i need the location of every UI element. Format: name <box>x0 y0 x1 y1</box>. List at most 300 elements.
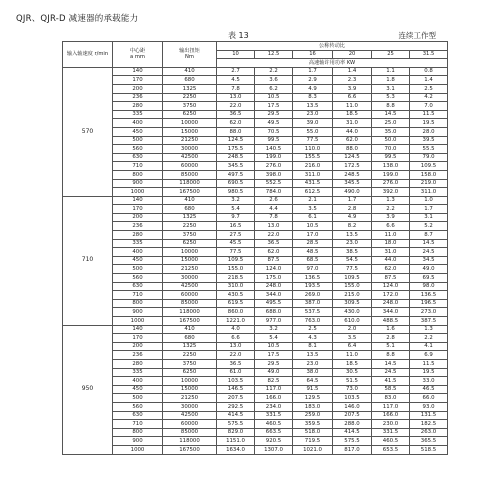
power-cell: 3.1 <box>372 84 410 93</box>
table-row <box>63 145 448 154</box>
torque-cell: 10000 <box>163 248 217 257</box>
torque-cell: 42500 <box>163 282 217 291</box>
power-cell: 4.9 <box>293 84 333 93</box>
power-cell: 2.0 <box>333 325 372 334</box>
power-cell: 2.8 <box>372 334 410 343</box>
power-cell: 537.5 <box>293 308 333 317</box>
power-cell: 311.0 <box>293 170 333 179</box>
power-cell: 6.1 <box>293 213 333 222</box>
table-row <box>63 334 448 343</box>
input-speed-cell: 570 <box>63 67 113 196</box>
table-row <box>63 411 448 420</box>
center-distance-cell: 500 <box>113 265 163 274</box>
power-cell: 2.7 <box>217 67 255 76</box>
center-distance-cell: 710 <box>113 420 163 429</box>
torque-cell: 60000 <box>163 162 217 171</box>
power-cell: 35.0 <box>372 127 410 136</box>
power-cell: 365.5 <box>410 437 448 446</box>
power-cell: 345.5 <box>333 179 372 188</box>
power-cell: 13.0 <box>217 342 255 351</box>
torque-cell: 10000 <box>163 119 217 128</box>
table-row <box>63 445 448 454</box>
power-cell: 219.0 <box>410 179 448 188</box>
power-cell: 36.5 <box>217 359 255 368</box>
power-cell: 50.0 <box>372 136 410 145</box>
power-cell: 88.0 <box>333 145 372 154</box>
power-cell: 5.4 <box>255 334 293 343</box>
power-cell: 117.0 <box>255 385 293 394</box>
torque-cell: 85000 <box>163 170 217 179</box>
torque-cell: 15000 <box>163 127 217 136</box>
power-cell: 77.5 <box>217 248 255 257</box>
power-cell: 77.5 <box>333 265 372 274</box>
power-cell: 495.5 <box>255 299 293 308</box>
power-cell: 58.5 <box>372 385 410 394</box>
torque-cell: 680 <box>163 76 217 85</box>
power-cell: 97.0 <box>293 265 333 274</box>
table-row <box>63 256 448 265</box>
power-cell: 83.0 <box>372 394 410 403</box>
power-cell: 146.5 <box>217 385 255 394</box>
power-cell: 619.5 <box>217 299 255 308</box>
power-cell: 24.5 <box>410 248 448 257</box>
power-cell: 4.5 <box>217 76 255 85</box>
power-cell: 69.5 <box>410 274 448 283</box>
center-distance-cell: 140 <box>113 67 163 76</box>
power-cell: 109.5 <box>217 256 255 265</box>
table-row <box>63 377 448 386</box>
power-cell: 488.5 <box>372 317 410 326</box>
power-cell: 3.2 <box>255 325 293 334</box>
power-cell: 19.5 <box>410 119 448 128</box>
table-row <box>63 325 448 334</box>
power-cell: 8.7 <box>410 231 448 240</box>
power-cell: 5.3 <box>372 93 410 102</box>
table-row <box>63 127 448 136</box>
power-cell: 73.0 <box>333 385 372 394</box>
power-cell: 218.5 <box>217 274 255 283</box>
power-cell: 175.5 <box>217 145 255 154</box>
center-distance-cell: 630 <box>113 282 163 291</box>
power-cell: 129.5 <box>293 394 333 403</box>
power-cell: 166.0 <box>255 394 293 403</box>
power-cell: 230.0 <box>372 420 410 429</box>
center-distance-cell: 280 <box>113 102 163 111</box>
torque-cell: 21250 <box>163 394 217 403</box>
power-cell: 1.7 <box>333 196 372 205</box>
power-cell: 22.0 <box>217 351 255 360</box>
ratio-20: 20 <box>333 50 372 59</box>
power-cell: 34.5 <box>410 256 448 265</box>
table-row <box>63 351 448 360</box>
center-distance-cell: 400 <box>113 377 163 386</box>
power-cell: 70.0 <box>372 145 410 154</box>
power-cell: 24.5 <box>372 368 410 377</box>
power-cell: 414.5 <box>333 428 372 437</box>
table-row <box>63 359 448 368</box>
power-cell: 98.0 <box>410 282 448 291</box>
power-cell: 29.5 <box>255 359 293 368</box>
input-speed-header: 输入轴速度 r/min <box>63 42 113 68</box>
torque-cell: 167500 <box>163 445 217 454</box>
power-cell: 497.5 <box>217 170 255 179</box>
power-cell: 1021.0 <box>293 445 333 454</box>
power-cell: 91.5 <box>293 385 333 394</box>
power-cell: 172.0 <box>372 291 410 300</box>
power-cell: 5.2 <box>410 222 448 231</box>
power-cell: 2.6 <box>255 196 293 205</box>
power-cell: 276.0 <box>255 162 293 171</box>
power-header: 高速轴许用功率 KW <box>217 59 448 68</box>
power-cell: 5.1 <box>372 342 410 351</box>
power-cell: 4.2 <box>410 93 448 102</box>
power-cell: 263.0 <box>410 428 448 437</box>
torque-cell: 60000 <box>163 291 217 300</box>
table-row <box>63 102 448 111</box>
power-cell: 88.0 <box>217 127 255 136</box>
power-cell: 3.6 <box>255 76 293 85</box>
power-cell: 14.5 <box>410 239 448 248</box>
power-cell: 155.0 <box>333 282 372 291</box>
torque-cell: 1325 <box>163 84 217 93</box>
power-cell: 431.5 <box>293 179 333 188</box>
power-cell: 8.8 <box>372 351 410 360</box>
power-cell: 131.5 <box>410 411 448 420</box>
power-cell: 344.0 <box>255 291 293 300</box>
table-row <box>63 248 448 257</box>
power-cell: 215.0 <box>333 291 372 300</box>
power-cell: 99.5 <box>255 136 293 145</box>
power-cell: 690.5 <box>217 179 255 188</box>
center-distance-cell: 450 <box>113 256 163 265</box>
power-cell: 18.0 <box>372 239 410 248</box>
power-cell: 248.5 <box>333 170 372 179</box>
torque-cell: 410 <box>163 196 217 205</box>
torque-cell: 30000 <box>163 145 217 154</box>
center-distance-cell: 800 <box>113 170 163 179</box>
power-cell: 109.5 <box>333 274 372 283</box>
center-distance-cell: 800 <box>113 428 163 437</box>
power-cell: 17.5 <box>255 102 293 111</box>
power-cell: 1634.0 <box>217 445 255 454</box>
table-row <box>63 213 448 222</box>
power-cell: 575.5 <box>217 420 255 429</box>
table-row <box>63 428 448 437</box>
power-cell: 331.5 <box>255 411 293 420</box>
center-distance-cell: 1000 <box>113 317 163 326</box>
power-cell: 460.5 <box>372 437 410 446</box>
table-row <box>63 205 448 214</box>
power-cell: 980.5 <box>217 188 255 197</box>
power-cell: 4.1 <box>410 342 448 351</box>
table-row <box>63 299 448 308</box>
power-cell: 51.5 <box>333 377 372 386</box>
power-cell: 1.1 <box>372 67 410 76</box>
power-cell: 3.5 <box>293 205 333 214</box>
center-distance-cell: 400 <box>113 119 163 128</box>
power-cell: 612.5 <box>293 188 333 197</box>
table-row <box>63 110 448 119</box>
power-cell: 199.0 <box>372 170 410 179</box>
power-cell: 11.0 <box>333 351 372 360</box>
power-cell: 273.0 <box>410 308 448 317</box>
table-row <box>63 282 448 291</box>
power-cell: 199.0 <box>255 153 293 162</box>
power-cell: 39.0 <box>293 119 333 128</box>
power-cell: 14.5 <box>372 359 410 368</box>
table-row <box>63 222 448 231</box>
center-distance-cell: 630 <box>113 153 163 162</box>
center-distance-cell: 335 <box>113 239 163 248</box>
power-cell: 359.5 <box>293 420 333 429</box>
power-cell: 99.5 <box>372 153 410 162</box>
table-row <box>63 394 448 403</box>
center-distance-cell: 140 <box>113 325 163 334</box>
power-cell: 430.5 <box>217 291 255 300</box>
power-cell: 2.8 <box>333 205 372 214</box>
power-cell: 146.0 <box>333 402 372 411</box>
torque-cell: 85000 <box>163 299 217 308</box>
table-row <box>63 239 448 248</box>
power-cell: 49.0 <box>255 368 293 377</box>
power-cell: 2.3 <box>333 76 372 85</box>
torque-cell: 410 <box>163 325 217 334</box>
power-cell: 18.5 <box>333 110 372 119</box>
table-row <box>63 420 448 429</box>
torque-cell: 21250 <box>163 265 217 274</box>
power-cell: 1.4 <box>410 76 448 85</box>
power-cell: 11.0 <box>333 102 372 111</box>
power-cell: 124.5 <box>333 153 372 162</box>
power-cell: 44.0 <box>372 256 410 265</box>
table-row <box>63 136 448 145</box>
table-row <box>63 342 448 351</box>
power-cell: 207.5 <box>217 394 255 403</box>
torque-cell: 30000 <box>163 274 217 283</box>
torque-cell: 30000 <box>163 402 217 411</box>
center-distance-cell: 450 <box>113 127 163 136</box>
power-cell: 31.0 <box>333 119 372 128</box>
torque-cell: 680 <box>163 205 217 214</box>
power-cell: 1.0 <box>410 196 448 205</box>
power-cell: 6.6 <box>333 93 372 102</box>
torque-cell: 10000 <box>163 377 217 386</box>
power-cell: 103.5 <box>333 394 372 403</box>
table-row <box>63 274 448 283</box>
power-cell: 763.0 <box>293 317 333 326</box>
table-row <box>63 153 448 162</box>
power-cell: 1.4 <box>333 67 372 76</box>
power-cell: 207.5 <box>333 411 372 420</box>
power-cell: 11.5 <box>410 110 448 119</box>
power-cell: 103.5 <box>217 377 255 386</box>
center-distance-cell: 280 <box>113 231 163 240</box>
power-cell: 193.5 <box>293 282 333 291</box>
power-cell: 13.0 <box>255 222 293 231</box>
power-cell: 38.0 <box>293 368 333 377</box>
power-cell: 4.3 <box>293 334 333 343</box>
power-cell: 3.9 <box>372 213 410 222</box>
ratio-31-5: 31.5 <box>410 50 448 59</box>
power-cell: 172.5 <box>333 162 372 171</box>
center-distance-cell: 800 <box>113 299 163 308</box>
center-distance-cell: 140 <box>113 196 163 205</box>
table-note: 连续工作型 <box>398 31 436 40</box>
torque-cell: 42500 <box>163 411 217 420</box>
power-cell: 36.5 <box>255 239 293 248</box>
power-cell: 13.5 <box>293 351 333 360</box>
power-cell: 10.5 <box>255 93 293 102</box>
power-cell: 8.8 <box>372 102 410 111</box>
power-cell: 0.8 <box>410 67 448 76</box>
power-cell: 10.5 <box>293 222 333 231</box>
power-cell: 784.0 <box>255 188 293 197</box>
page-title: QJR、QJR-D 减速器的承载能力 <box>16 14 139 24</box>
power-cell: 7.8 <box>255 213 293 222</box>
center-distance-cell: 450 <box>113 385 163 394</box>
power-cell: 3.2 <box>217 196 255 205</box>
table-row <box>63 119 448 128</box>
power-cell: 61.0 <box>217 368 255 377</box>
center-distance-cell: 710 <box>113 291 163 300</box>
center-distance-cell: 900 <box>113 179 163 188</box>
torque-cell: 3750 <box>163 359 217 368</box>
power-cell: 5.4 <box>217 205 255 214</box>
power-cell: 49.0 <box>410 265 448 274</box>
input-speed-cell: 710 <box>63 196 113 325</box>
power-cell: 688.0 <box>255 308 293 317</box>
ratio-16: 16 <box>293 50 333 59</box>
power-cell: 64.5 <box>293 377 333 386</box>
power-cell: 54.5 <box>333 256 372 265</box>
power-cell: 552.5 <box>255 179 293 188</box>
center-distance-cell: 560 <box>113 145 163 154</box>
power-cell: 140.5 <box>255 145 293 154</box>
power-cell: 109.5 <box>410 162 448 171</box>
power-cell: 4.9 <box>333 213 372 222</box>
table-row <box>63 437 448 446</box>
power-cell: 62.0 <box>217 119 255 128</box>
input-speed-cell: 950 <box>63 325 113 454</box>
power-cell: 8.3 <box>293 93 333 102</box>
power-cell: 4.0 <box>217 325 255 334</box>
power-cell: 1.3 <box>410 325 448 334</box>
power-cell: 110.0 <box>293 145 333 154</box>
torque-cell: 6250 <box>163 368 217 377</box>
power-cell: 13.0 <box>217 93 255 102</box>
power-cell: 6.9 <box>410 351 448 360</box>
power-cell: 248.0 <box>255 282 293 291</box>
power-cell: 18.5 <box>333 359 372 368</box>
center-distance-cell: 900 <box>113 437 163 446</box>
power-cell: 16.5 <box>217 222 255 231</box>
power-cell: 311.0 <box>410 188 448 197</box>
power-cell: 27.5 <box>217 231 255 240</box>
center-distance-unit: a mm <box>130 54 145 61</box>
power-cell: 138.0 <box>372 162 410 171</box>
torque-cell: 21250 <box>163 136 217 145</box>
center-distance-cell: 500 <box>113 394 163 403</box>
table-number: 表 13 <box>228 31 249 40</box>
power-cell: 49.5 <box>255 119 293 128</box>
power-cell: 1.3 <box>372 196 410 205</box>
table-body <box>63 67 448 454</box>
table-row <box>63 317 448 326</box>
power-cell: 860.0 <box>217 308 255 317</box>
power-cell: 55.0 <box>293 127 333 136</box>
power-cell: 392.0 <box>372 188 410 197</box>
power-cell: 62.0 <box>333 136 372 145</box>
power-cell: 11.0 <box>372 231 410 240</box>
torque-cell: 167500 <box>163 188 217 197</box>
torque-cell: 2250 <box>163 351 217 360</box>
torque-cell: 15000 <box>163 385 217 394</box>
torque-cell: 6250 <box>163 239 217 248</box>
power-cell: 33.0 <box>410 377 448 386</box>
power-cell: 124.0 <box>255 265 293 274</box>
power-cell: 6.6 <box>217 334 255 343</box>
power-cell: 3.5 <box>333 334 372 343</box>
power-cell: 117.0 <box>372 402 410 411</box>
center-distance-cell: 335 <box>113 368 163 377</box>
power-cell: 166.0 <box>372 411 410 420</box>
power-cell: 309.5 <box>333 299 372 308</box>
power-cell: 490.0 <box>333 188 372 197</box>
power-cell: 2.5 <box>293 325 333 334</box>
power-cell: 17.0 <box>293 231 333 240</box>
power-cell: 8.1 <box>293 342 333 351</box>
center-distance-cell: 630 <box>113 411 163 420</box>
power-cell: 2.2 <box>410 334 448 343</box>
center-distance-cell: 236 <box>113 351 163 360</box>
power-cell: 62.0 <box>372 265 410 274</box>
ratio-10: 10 <box>217 50 255 59</box>
table-row <box>63 162 448 171</box>
torque-cell: 85000 <box>163 428 217 437</box>
power-cell: 248.0 <box>372 299 410 308</box>
center-distance-cell: 170 <box>113 205 163 214</box>
power-cell: 259.0 <box>293 411 333 420</box>
table-row <box>63 291 448 300</box>
ratio-header: 公称传动比 <box>217 42 448 51</box>
power-cell: 17.5 <box>255 351 293 360</box>
power-cell: 2.2 <box>255 67 293 76</box>
power-cell: 2.2 <box>372 205 410 214</box>
load-capacity-table <box>62 41 448 455</box>
torque-cell: 15000 <box>163 256 217 265</box>
power-cell: 136.5 <box>293 274 333 283</box>
power-cell: 9.7 <box>217 213 255 222</box>
center-distance-cell: 560 <box>113 274 163 283</box>
power-cell: 1.7 <box>293 67 333 76</box>
power-cell: 7.8 <box>217 84 255 93</box>
power-cell: 45.5 <box>217 239 255 248</box>
power-cell: 288.0 <box>333 420 372 429</box>
power-cell: 1307.0 <box>255 445 293 454</box>
table-row <box>63 188 448 197</box>
center-distance-cell: 200 <box>113 213 163 222</box>
power-cell: 331.5 <box>372 428 410 437</box>
power-cell: 38.5 <box>333 248 372 257</box>
power-cell: 28.5 <box>293 239 333 248</box>
power-cell: 14.5 <box>372 110 410 119</box>
power-cell: 46.5 <box>410 385 448 394</box>
power-cell: 719.5 <box>293 437 333 446</box>
power-cell: 387.5 <box>410 317 448 326</box>
table-row <box>63 402 448 411</box>
center-distance-cell: 236 <box>113 93 163 102</box>
center-distance-cell: 236 <box>113 222 163 231</box>
